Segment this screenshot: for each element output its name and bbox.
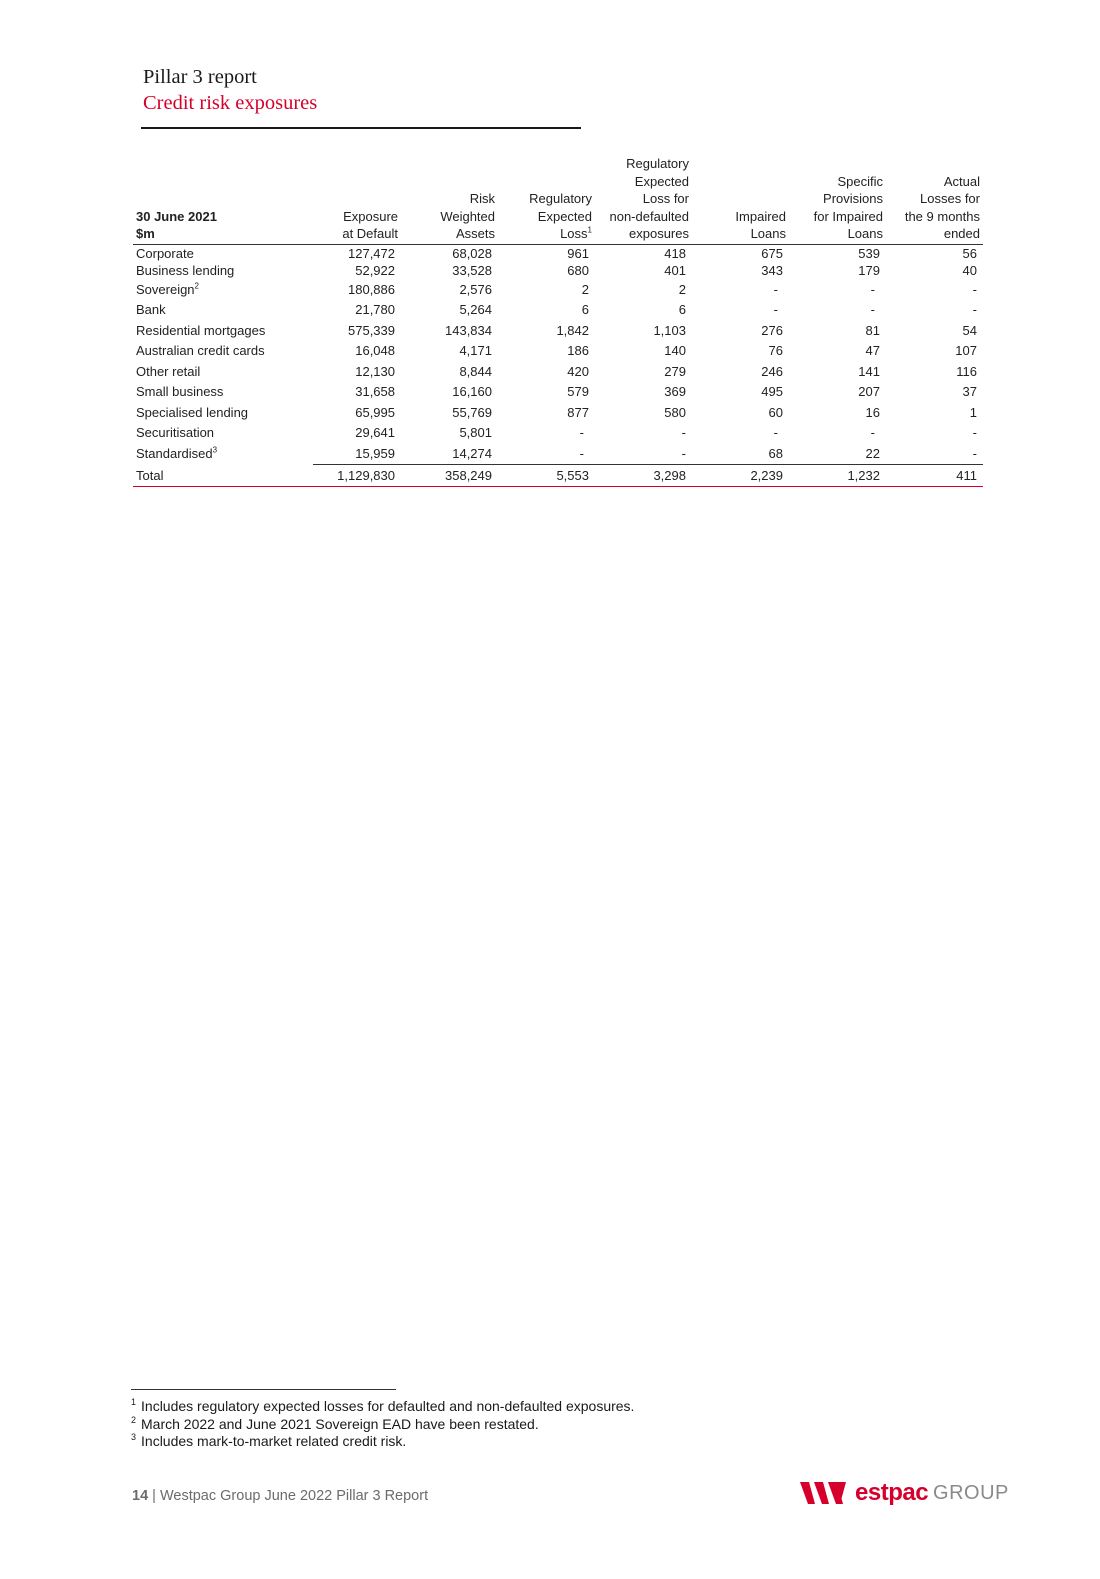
table-row — [133, 403, 983, 424]
header-line: Provisions — [823, 191, 883, 206]
table-cell: 877 — [567, 404, 589, 420]
section-title: Credit risk exposures — [143, 92, 318, 114]
footnote-text: Includes regulatory expected losses for defaulted and non-defaulted exposures. — [141, 1398, 635, 1414]
table-cell: 37 — [962, 384, 977, 399]
footer-report-name: Westpac Group June 2022 Pillar 3 Report — [159, 1488, 429, 1504]
table-cell: 107 — [955, 343, 977, 358]
table-cell: 2 — [581, 281, 589, 297]
table-cell: 76 — [768, 343, 783, 358]
table-cell: 143,834 — [445, 322, 492, 338]
row-label: Australian credit cards — [136, 343, 265, 358]
table-cell: - — [773, 302, 778, 317]
header-line: Regulatory — [529, 191, 592, 206]
header-line: Assets — [455, 226, 495, 241]
footnote-text: March 2022 and June 2021 Sovereign EAD have been restated. — [141, 1415, 539, 1432]
header-line: Risk — [469, 191, 495, 206]
table-cell: 68 — [692, 444, 789, 465]
table-cell: 1,842 — [556, 322, 589, 338]
table-cell: 180,886 — [348, 281, 395, 297]
column-header — [886, 155, 983, 244]
table-cell: 12,130 — [355, 363, 395, 379]
table-cell: 3,298 — [595, 465, 692, 487]
page-footer — [132, 1488, 428, 1504]
table-row — [133, 423, 983, 444]
footnote-marker: 2 — [194, 281, 199, 291]
table-cell: - — [773, 281, 778, 297]
table-cell: 276 — [761, 322, 783, 338]
header-line: Actual — [943, 173, 980, 189]
table-cell: - — [972, 425, 977, 440]
table-cell: 1,103 — [653, 322, 686, 338]
table-cell: 2 — [678, 281, 686, 297]
row-label: Residential mortgages — [136, 322, 266, 338]
table-row — [133, 244, 983, 262]
table-cell: 2,239 — [692, 465, 789, 487]
header-line: Loans — [750, 226, 786, 241]
unit-label: $m — [136, 226, 155, 241]
footnote-marker: 3 — [212, 445, 218, 455]
table-cell: - — [972, 302, 977, 317]
table-cell: 15,959 — [313, 444, 401, 465]
header-line: Loss for — [642, 191, 689, 206]
table-row — [133, 382, 983, 403]
table-cell: 5,553 — [498, 465, 595, 487]
footnote-divider — [131, 1389, 396, 1390]
table-cell: 16,160 — [452, 384, 492, 399]
footnote-item — [131, 1433, 634, 1451]
table-cell: - — [681, 425, 686, 440]
table-cell: 29,641 — [355, 425, 395, 440]
table-cell: - — [886, 444, 983, 465]
header-line: Losses for — [920, 191, 980, 206]
column-header — [313, 155, 401, 244]
table-cell: 127,472 — [348, 245, 395, 261]
header-divider — [141, 127, 581, 129]
row-label: Specialised lending — [136, 404, 249, 420]
table-cell: 141 — [858, 363, 880, 379]
table-cell: - — [773, 425, 778, 440]
credit-risk-table-container — [133, 155, 980, 487]
westpac-w-icon — [800, 1480, 854, 1506]
table-cell: 6 — [678, 302, 686, 317]
column-header — [498, 155, 595, 244]
column-header — [789, 155, 886, 244]
column-header — [401, 155, 498, 244]
total-row — [133, 465, 983, 487]
table-cell: 961 — [567, 245, 589, 261]
table-cell: 54 — [962, 322, 977, 338]
table-cell: 495 — [761, 384, 783, 399]
table-cell: - — [972, 281, 977, 297]
table-cell: 2,576 — [459, 281, 492, 297]
header-line: exposures — [629, 226, 689, 241]
table-cell: 580 — [664, 404, 686, 420]
logo-brand-text: estpac — [855, 1479, 929, 1506]
footnote-number: 1 — [131, 1397, 137, 1408]
table-cell: - — [595, 444, 692, 465]
table-cell: 246 — [761, 363, 783, 379]
header-line: Weighted — [440, 208, 495, 224]
table-row — [133, 280, 983, 301]
table-row — [133, 362, 983, 383]
table-cell: 279 — [664, 363, 686, 379]
table-cell: 47 — [865, 343, 880, 358]
table-cell: 418 — [664, 245, 686, 261]
table-cell: 16 — [865, 404, 880, 420]
header-line — [498, 225, 592, 243]
table-cell: 60 — [768, 404, 783, 420]
table-cell: - — [579, 425, 584, 440]
table-cell: - — [870, 302, 875, 317]
column-header — [595, 155, 692, 244]
column-header — [692, 155, 789, 244]
table-cell: 179 — [858, 263, 880, 278]
row-label: Other retail — [136, 363, 201, 379]
header-line: ended — [943, 226, 980, 241]
table-cell: 52,922 — [355, 263, 395, 278]
footnotes — [131, 1398, 634, 1451]
footnote-number: 2 — [131, 1414, 137, 1425]
page-number: 14 — [132, 1488, 149, 1504]
header-line: Exposure — [343, 208, 398, 224]
table-cell: 40 — [962, 263, 977, 278]
table-cell: 207 — [858, 384, 880, 399]
row-label: Small business — [136, 384, 224, 399]
table-cell: 539 — [858, 245, 880, 261]
table-cell: 1,129,830 — [313, 465, 401, 487]
table-cell: 5,801 — [459, 425, 492, 440]
row-label: Business lending — [136, 263, 235, 278]
table-cell: 401 — [664, 263, 686, 278]
table-cell: 68,028 — [452, 245, 492, 261]
header-line: the 9 months — [904, 208, 980, 224]
row-label: Corporate — [136, 245, 194, 261]
table-cell: 81 — [865, 322, 880, 338]
table-cell: - — [870, 425, 875, 440]
table-cell: 21,780 — [355, 302, 395, 317]
table-cell: 116 — [956, 363, 977, 379]
header-line: Regulatory — [626, 156, 689, 171]
header-line: Impaired — [735, 208, 786, 224]
table-cell: 55,769 — [452, 404, 492, 420]
footnote-marker: 1 — [587, 225, 592, 235]
table-cell: 14,274 — [401, 444, 498, 465]
table-cell: 6 — [581, 302, 589, 317]
credit-risk-table — [133, 155, 983, 487]
table-cell: 8,844 — [459, 363, 492, 379]
table-row — [133, 341, 983, 362]
report-header — [143, 64, 317, 116]
header-line: Expected — [537, 208, 592, 224]
table-cell: - — [870, 281, 875, 297]
table-cell: 140 — [664, 343, 686, 358]
table-cell: 343 — [761, 263, 783, 278]
footnote-item — [131, 1398, 634, 1416]
table-cell: 33,528 — [452, 263, 492, 278]
table-cell: 65,995 — [355, 404, 395, 420]
header-line-text: Loss — [560, 226, 588, 241]
table-cell: 56 — [962, 245, 977, 261]
period-header — [133, 155, 313, 244]
table-cell: 4,171 — [459, 343, 492, 358]
table-cell: 358,249 — [401, 465, 498, 487]
table-cell: 680 — [567, 263, 589, 278]
row-label-text: Standardised — [136, 445, 213, 461]
table-cell: 369 — [664, 384, 686, 399]
table-cell: 675 — [761, 245, 783, 261]
table-cell: 411 — [886, 465, 983, 487]
report-title: Pillar 3 report — [143, 66, 257, 88]
table-cell: 31,658 — [355, 384, 395, 399]
footnote-item — [131, 1416, 634, 1434]
header-line: non-defaulted — [609, 208, 689, 224]
row-label — [133, 280, 313, 301]
table-cell: 420 — [567, 363, 589, 379]
header-line: Specific — [837, 173, 883, 189]
table-cell: - — [498, 444, 595, 465]
footnote-number: 3 — [131, 1432, 137, 1443]
table-row — [133, 262, 983, 280]
table-row — [133, 300, 983, 321]
logo-group-text: GROUP — [933, 1481, 1009, 1504]
table-cell: 1,232 — [789, 465, 886, 487]
row-label: Bank — [136, 302, 166, 317]
table-cell: 22 — [789, 444, 886, 465]
table-row — [133, 321, 983, 342]
row-label-text: Sovereign — [136, 281, 195, 297]
row-label: Securitisation — [136, 425, 215, 440]
period-label: 30 June 2021 — [136, 208, 217, 224]
header-line: Loans — [847, 226, 883, 241]
table-cell: 575,339 — [348, 322, 395, 338]
table-cell: 16,048 — [355, 343, 395, 358]
table-cell: 186 — [567, 343, 589, 358]
table-row — [133, 444, 983, 465]
westpac-logo — [800, 1478, 1009, 1508]
footnote-text: Includes mark-to-market related credit risk. — [141, 1433, 407, 1449]
table-cell: 5,264 — [459, 302, 492, 317]
header-line: for Impaired — [813, 208, 883, 224]
total-label: Total — [133, 465, 313, 487]
header-line: at Default — [342, 226, 398, 241]
table-cell: 579 — [567, 384, 589, 399]
footer-separator: | — [148, 1488, 160, 1504]
table-cell: 1 — [969, 404, 977, 420]
row-label — [133, 444, 313, 465]
table-header-row — [133, 155, 983, 244]
header-line: Expected — [634, 173, 689, 189]
